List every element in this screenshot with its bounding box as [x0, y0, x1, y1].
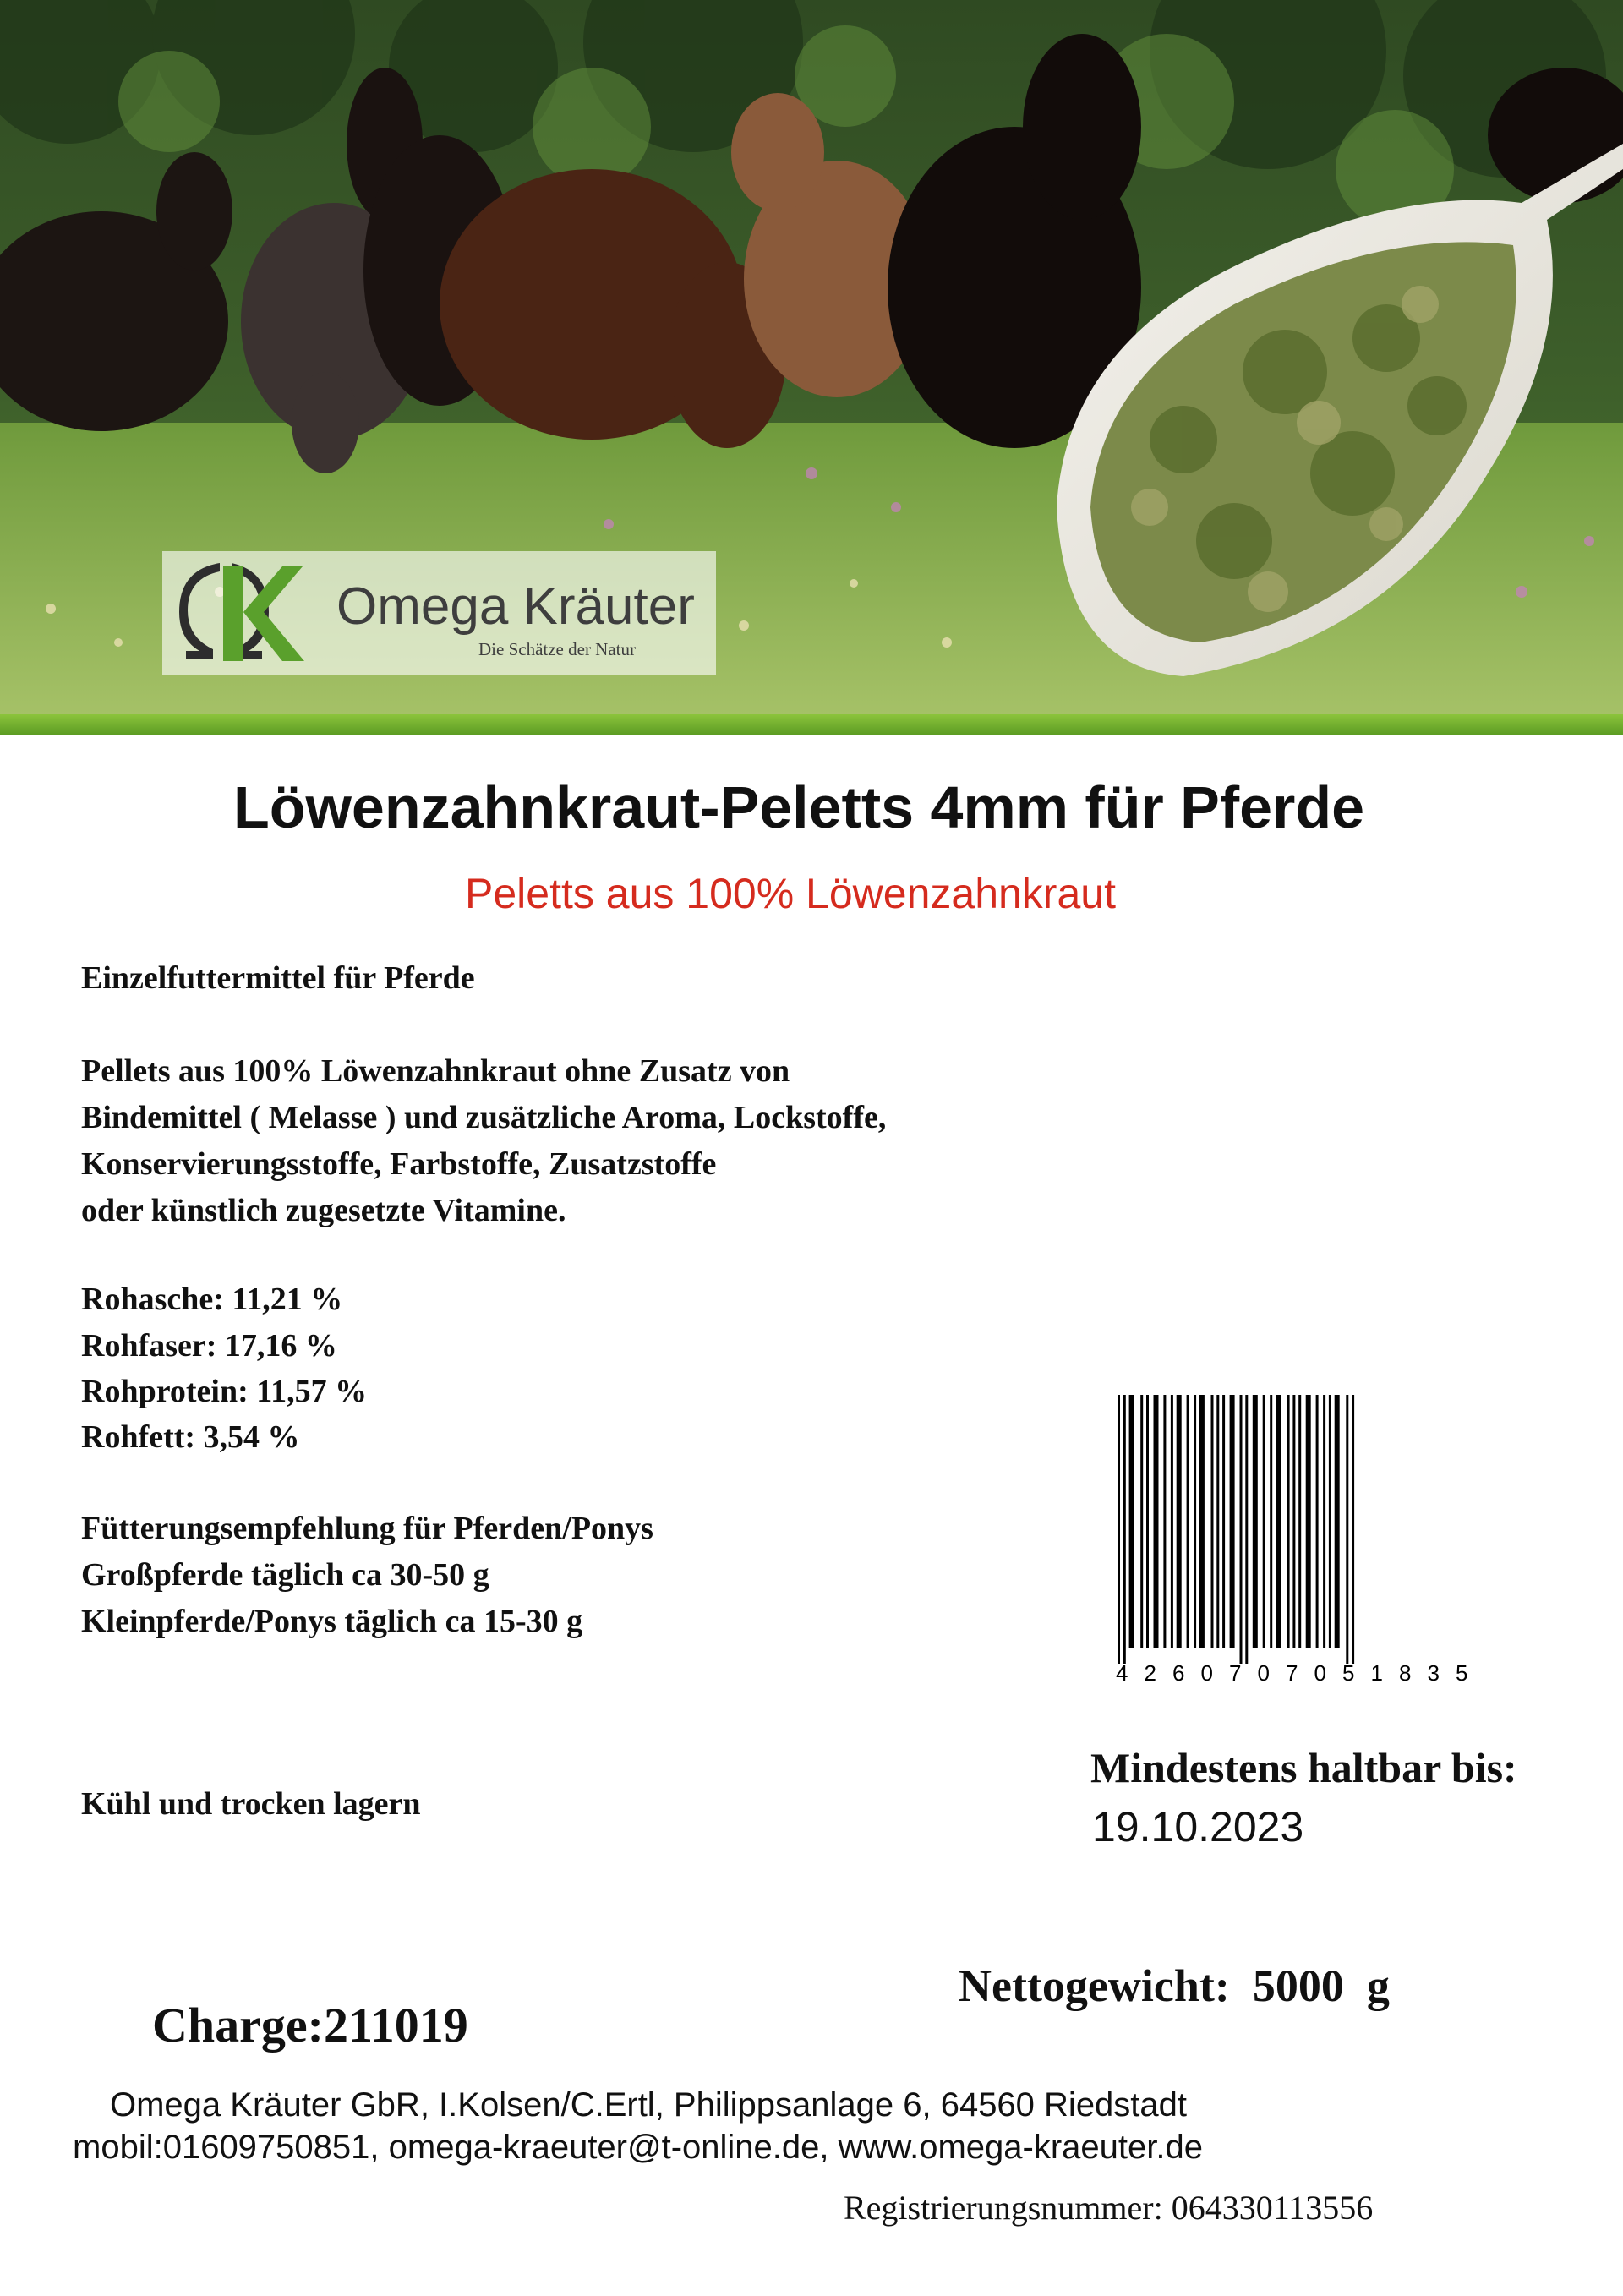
barcode-bar: [1140, 1395, 1143, 1648]
barcode-bar: [1118, 1395, 1120, 1664]
barcode-digit: 7: [1286, 1660, 1298, 1682]
barcode-bar: [1287, 1395, 1290, 1648]
barcode-bar: [1276, 1395, 1281, 1648]
barcode-bar: [1253, 1395, 1258, 1648]
description-line: Bindemittel ( Melasse ) und zusätzliche Aroma, Lockstoffe,: [81, 1100, 887, 1135]
barcode-digit: 0: [1257, 1660, 1270, 1682]
best-before-date: 19.10.2023: [1092, 1803, 1304, 1850]
barcode-bar: [1187, 1395, 1189, 1648]
feed-type: Einzelfuttermittel für Pferde: [81, 960, 475, 996]
barcode-digit: 0: [1200, 1660, 1213, 1682]
barcode-digit: 0: [1314, 1660, 1326, 1682]
registration-number: Registrierungsnummer: 064330113556: [844, 2189, 1374, 2227]
barcode-bar: [1129, 1395, 1134, 1648]
omega-k-logo-icon: [179, 560, 306, 668]
barcode-bar: [1146, 1395, 1149, 1648]
company-address: Omega Kräuter GbR, I.Kolsen/C.Ertl, Philippsanlage 6, 64560 Riedstadt: [110, 2086, 1188, 2124]
analysis-protein: Rohprotein: 11,57 %: [81, 1374, 368, 1409]
barcode-digit: 1: [1370, 1660, 1383, 1682]
storage-note: Kühl und trocken lagern: [81, 1786, 421, 1822]
barcode-bar: [1352, 1395, 1354, 1664]
barcode-bar: [1199, 1395, 1205, 1648]
barcode-bar: [1154, 1395, 1159, 1648]
description-line: Konservierungsstoffe, Farbstoffe, Zusatzstoffe: [81, 1146, 717, 1182]
barcode-digit: 6: [1172, 1660, 1185, 1682]
barcode-bar: [1263, 1395, 1265, 1648]
product-subtitle: Peletts aus 100% Löwenzahnkraut: [465, 870, 1116, 917]
barcode-bars: [1114, 1395, 1486, 1682]
description-line: Pellets aus 100% Löwenzahnkraut ohne Zusatz von: [81, 1053, 790, 1089]
barcode-bar: [1329, 1395, 1331, 1648]
barcode-bar: [1194, 1395, 1196, 1648]
barcode-bar: [1346, 1395, 1348, 1664]
barcode-bar: [1123, 1395, 1126, 1664]
barcode-bar: [1230, 1395, 1235, 1648]
barcode-digit: 5: [1456, 1660, 1468, 1682]
barcode-digit: 5: [1342, 1660, 1355, 1682]
analysis-ash: Rohasche: 11,21 %: [81, 1282, 343, 1317]
barcode-digit: 2: [1144, 1660, 1156, 1682]
barcode-bar: [1292, 1395, 1295, 1648]
description-line: oder künstlich zugesetzte Vitamine.: [81, 1193, 566, 1228]
analysis-fat: Rohfett: 3,54 %: [81, 1419, 300, 1455]
barcode: [1114, 1395, 1486, 1682]
barcode-bar: [1177, 1395, 1182, 1648]
brand-name: Omega Kräuter: [336, 577, 695, 636]
barcode-digit: 3: [1427, 1660, 1440, 1682]
barcode-digit: 4: [1116, 1660, 1128, 1682]
feeding-ponies: Kleinpferde/Ponys täglich ca 15-30 g: [81, 1604, 583, 1639]
company-contact: mobil:01609750851, omega-kraeuter@t-online.de, www.omega-kraeuter.de: [73, 2129, 1203, 2166]
barcode-bar: [1306, 1395, 1311, 1648]
batch-number: Charge:211019: [152, 1998, 468, 2053]
brand-slogan: Die Schätze der Natur: [478, 639, 636, 659]
barcode-bar: [1222, 1395, 1225, 1648]
barcode-digit: 8: [1399, 1660, 1412, 1682]
barcode-bar: [1171, 1395, 1173, 1648]
barcode-bar: [1335, 1395, 1340, 1648]
barcode-bar: [1211, 1395, 1214, 1648]
barcode-bar: [1240, 1395, 1243, 1664]
feeding-large-horses: Großpferde täglich ca 30-50 g: [81, 1557, 489, 1593]
barcode-bar: [1245, 1395, 1248, 1664]
barcode-bar: [1323, 1395, 1325, 1648]
barcode-digit: 7: [1229, 1660, 1242, 1682]
analysis-fibre: Rohfaser: 17,16 %: [81, 1328, 337, 1364]
brand-logo: [162, 551, 716, 675]
barcode-bar: [1163, 1395, 1166, 1648]
barcode-bar: [1270, 1395, 1272, 1648]
feeding-heading: Fütterungsempfehlung für Pferden/Ponys: [81, 1511, 653, 1546]
barcode-bar: [1316, 1395, 1319, 1648]
barcode-bar: [1298, 1395, 1301, 1648]
barcode-bar: [1216, 1395, 1219, 1648]
net-weight: Nettogewicht: 5000 g: [959, 1960, 1390, 2011]
product-title: Löwenzahnkraut-Peletts 4mm für Pferde: [232, 774, 1365, 840]
best-before-label: Mindestens haltbar bis:: [1090, 1744, 1517, 1791]
